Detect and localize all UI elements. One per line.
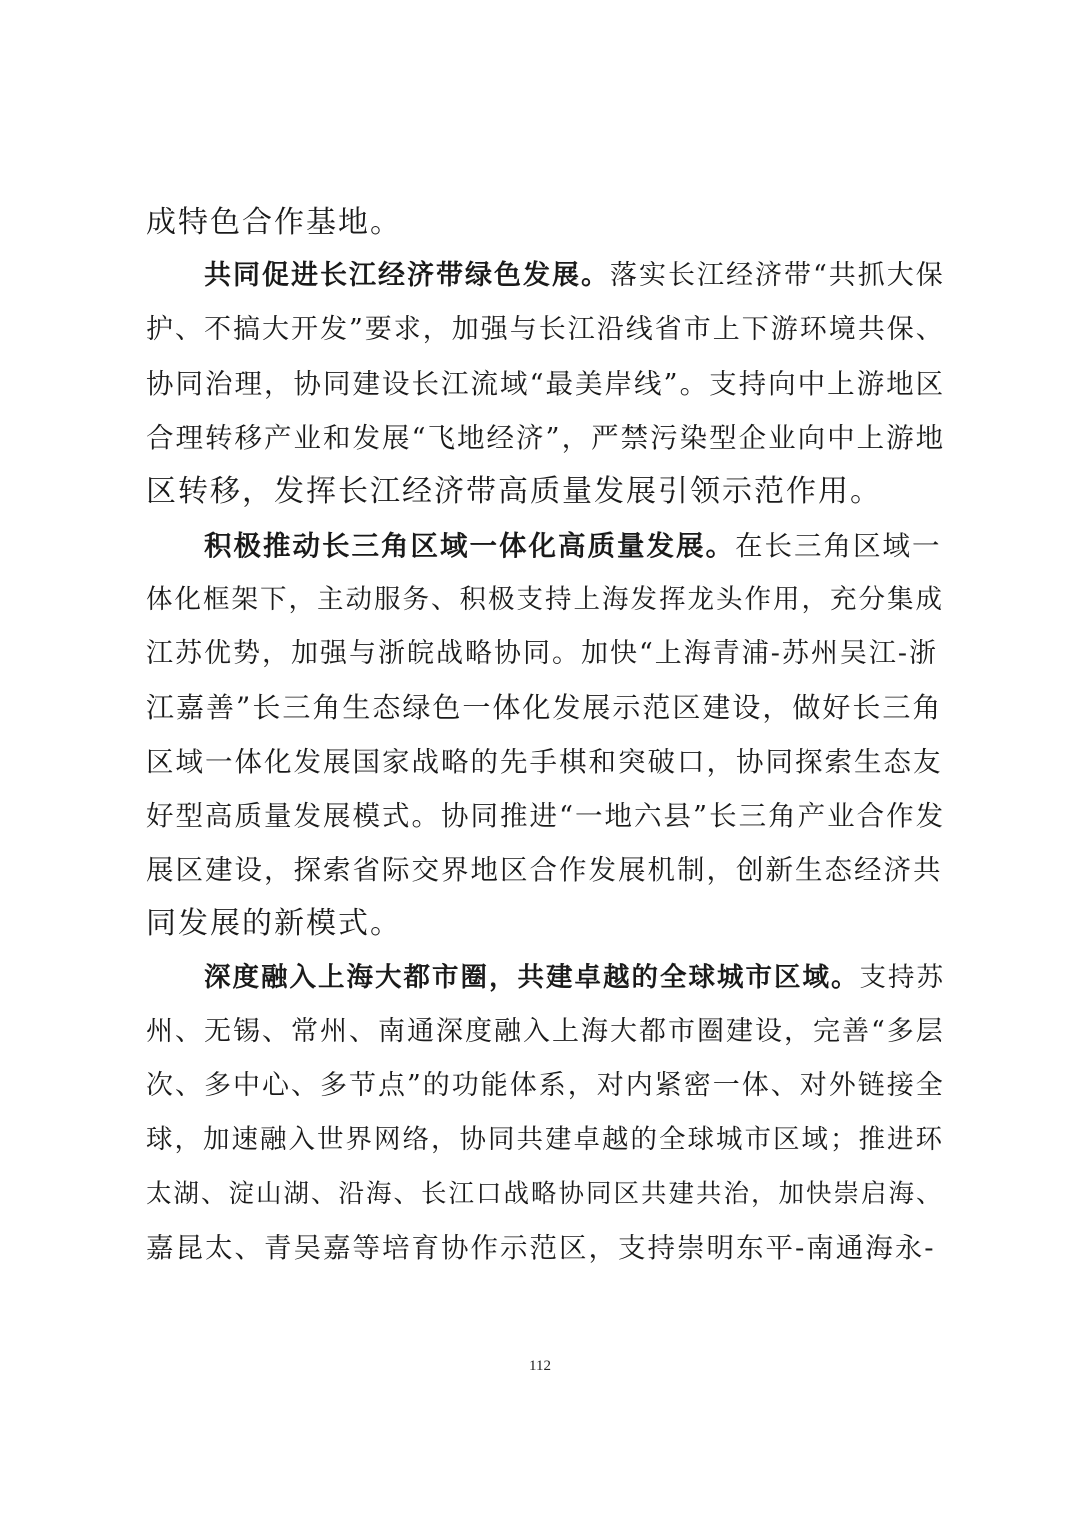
- line-text: 合理转移产业和发展“飞地经济”，严禁污染型企业向中上游地: [146, 422, 946, 454]
- text-line-10: [146, 688, 946, 728]
- text-line-13: [146, 850, 946, 890]
- text-line-4: [146, 364, 946, 404]
- paragraph-heading-yangtze-green: [204, 256, 946, 296]
- line-text: 嘉昆太、青吴嘉等培育协作示范区，支持崇明东平-南通海永-: [146, 1232, 936, 1264]
- text-line-5: [146, 418, 946, 458]
- text-line-1: [146, 203, 946, 243]
- text-line-19: [146, 1174, 946, 1214]
- line-text: 落实长江经济带“共抓大保: [610, 260, 945, 291]
- text-line-11: [146, 742, 946, 782]
- line-text: 好型高质量发展模式。协同推进“一地六县”长三角产业合作发: [146, 800, 946, 832]
- line-text: 成特色合作基地。: [146, 205, 402, 240]
- text-line-3: [146, 310, 946, 350]
- line-text: 江嘉善”长三角生态绿色一体化发展示范区建设，做好长三角: [146, 691, 943, 724]
- line-text: 区转移，发挥长江经济带高质量发展引领示范作用。: [146, 474, 882, 509]
- line-text: 支持苏: [859, 962, 945, 993]
- line-text: 次、多中心、多节点”的功能体系，对内紧密一体、对外链接全: [146, 1070, 945, 1101]
- line-text: 护、不搞大开发”要求，加强与长江沿线省市上下游环境共保、: [146, 314, 945, 345]
- line-text: 州、无锡、常州、南通深度融入上海大都市圈建设，完善“多层: [146, 1016, 945, 1047]
- text-line-16: [146, 1012, 946, 1052]
- line-text: 体化框架下，主动服务、积极支持上海发挥龙头作用，充分集成: [146, 584, 944, 615]
- line-text: 区域一体化发展国家战略的先手棋和突破口，协同探索生态友: [146, 746, 943, 778]
- line-text: 江苏优势，加强与浙皖战略协同。加快“上海青浦-苏州吴江-浙: [146, 638, 939, 669]
- line-text: 球，加速融入世界网络，协同共建卓越的全球城市区域；推进环: [146, 1124, 944, 1155]
- paragraph-lead: 积极推动长三角区域一体化高质量发展。: [204, 530, 735, 562]
- text-line-14: [146, 904, 946, 944]
- line-text: 协同治理，协同建设长江流域“最美岸线”。支持向中上游地区: [146, 368, 946, 400]
- line-text: 同发展的新模式。: [146, 906, 402, 941]
- line-text: 展区建设，探索省际交界地区合作发展机制，创新生态经济共: [146, 854, 943, 886]
- paragraph-heading-yrd-integration: [204, 526, 946, 566]
- text-line-20: [146, 1228, 946, 1268]
- page-number: 112: [529, 1358, 551, 1374]
- text-line-12: [146, 796, 946, 836]
- text-line-9: [146, 634, 946, 674]
- line-text: 太湖、淀山湖、沿海、长江口战略协同区共建共治，加快崇启海、: [146, 1179, 944, 1209]
- paragraph-lead: 共同促进长江经济带绿色发展。: [204, 260, 610, 291]
- paragraph-lead: 深度融入上海大都市圈，共建卓越的全球城市区域。: [204, 962, 860, 993]
- text-line-17: [146, 1066, 946, 1106]
- text-line-6: [146, 472, 946, 512]
- line-text: 在长三角区域一: [735, 530, 942, 562]
- paragraph-heading-shanghai-metro: [204, 958, 946, 998]
- text-line-8: [146, 580, 946, 620]
- text-line-18: [146, 1120, 946, 1160]
